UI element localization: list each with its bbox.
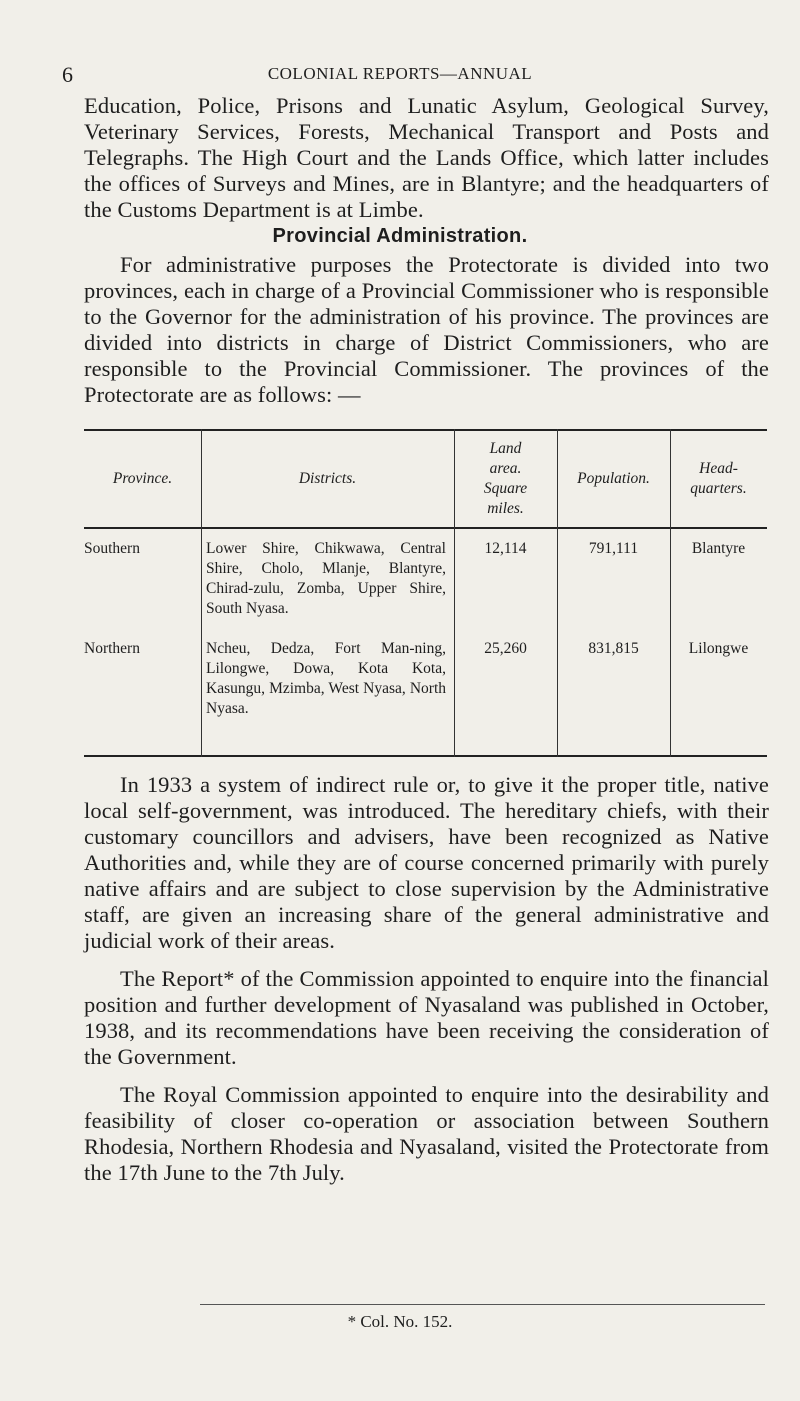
paragraphs-after-table [84,772,769,1186]
table-top-rule [84,429,767,431]
row-southern-province: Southern [84,540,140,557]
row-southern-population: 791,111 [588,540,639,557]
row-southern-land-area: 12,114 [484,540,527,557]
table-header-rule [84,527,767,529]
intro-paragraph: Education, Police, Prisons and Lunatic Asylum, Geological Survey, Veterinary Services, Forests, Mechanical Transport and Posts and Telegraphs. The High Court and the Lands Office, which latter includes the offices of Surveys and Mines, are in Blantyre; and the headquarters of the Customs Department is at Limbe. [84,93,769,222]
header-province: Province. [112,470,173,487]
row-northern-headquarters: Lilongwe [688,640,749,657]
row-northern-population: 831,815 [588,640,639,657]
footnote-rule [200,1304,765,1305]
row-northern-districts: Ncheu, Dedza, Fort Man-ning, Lilongwe, Dowa, Kota Kota, Kasungu, Mzimba, West Nyasa, North Nyasa. [206,640,446,717]
indirect-rule-paragraph: In 1933 a system of indirect rule or, to give it the proper title, native local self-government, was introduced. The hereditary chiefs, with their customary councillors and advisers, have been recognized as Native Authorities and, while they are of course concerned primarily with purely native affairs and are subject to close supervision by the Administrative staff, are given an increasing share of the general administrative and judicial work of their areas. [84,772,769,953]
footnote: * Col. No. 152. [347,1312,453,1331]
intro-paragraph-block [84,93,769,223]
royal-commission-paragraph: The Royal Commission appointed to enquire into the desirability and feasibility of closer co-operation or association between Southern Rhodesia, Northern Rhodesia and Nyasaland, visited the Protectorate from the 17th June to the 7th July. [84,1082,769,1185]
running-title: COLONIAL REPORTS—ANNUAL [267,64,533,83]
header-headquarters: Head- quarters. [690,460,747,497]
section-heading: Provincial Administration. [272,225,528,247]
table-bottom-rule [84,755,767,757]
row-northern-land-area: 25,260 [484,640,527,657]
header-population: Population. [577,470,650,487]
section-paragraph-block [84,252,769,408]
header-districts: Districts. [298,470,357,487]
row-northern-province: Northern [84,640,140,657]
page-number: 6 [62,62,73,87]
running-header [62,62,738,86]
header-land-area: Land area. Square miles. [483,440,528,517]
section-paragraph: For administrative purposes the Protectorate is divided into two provinces, each in charge of a Provincial Commissioner who is responsible to the Governor for the administration of his province. The provinces are divided into districts in charge of District Commissioners, who are responsible to the Provincial Commissioner. The provinces of the Protectorate are as follows: — [84,252,769,407]
row-southern-headquarters: Blantyre [691,540,746,557]
row-southern-districts: Lower Shire, Chikwawa, Central Shire, Cholo, Mlanje, Blantyre, Chirad-zulu, Zomba, Upper Shire, South Nyasa. [206,540,446,617]
provinces-table [84,429,767,759]
commission-report-paragraph: The Report* of the Commission appointed to enquire into the financial position and further development of Nyasaland was published in October, 1938, and its recommendations have been receiving the consideration of the Government. [84,966,769,1069]
